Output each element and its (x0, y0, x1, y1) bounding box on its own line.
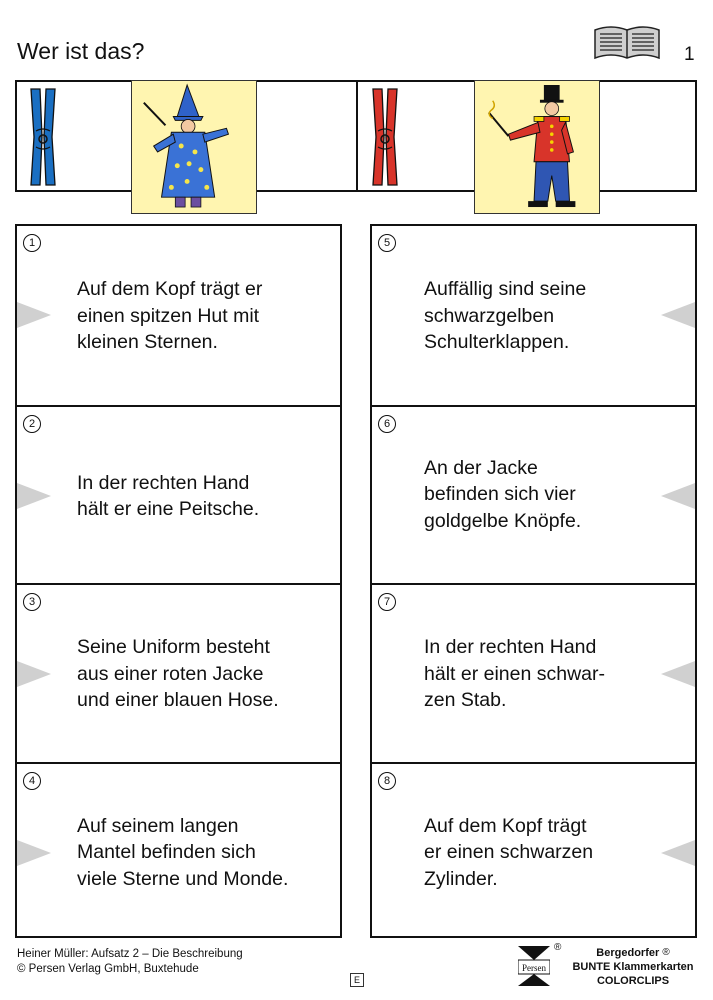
card-number: 3 (23, 593, 41, 611)
card-column-right (370, 224, 697, 938)
text-card-5[interactable] (372, 226, 695, 405)
card-text: In der rechten Hand hält er eine Peitsche. (77, 471, 260, 520)
page-number: 1 (684, 44, 695, 65)
text-card-6[interactable] (372, 405, 695, 584)
text-card-8[interactable] (372, 762, 695, 941)
card-text: An der Jacke befinden sich vier goldgelbe Knöpfe. (424, 456, 582, 532)
text-card-1[interactable] (17, 226, 340, 405)
card-text: Auf dem Kopf trägt er einen spitzen Hut mit kleinen Sternen. (77, 278, 263, 353)
left-arrow-marker-icon (17, 483, 51, 509)
card-column-left (15, 224, 342, 938)
page-title: Wer ist das? (17, 38, 145, 64)
registered-mark: ® (662, 947, 670, 958)
series-subtitle: COLORCLIPS (596, 975, 670, 987)
text-card-2[interactable] (17, 405, 340, 584)
text-card-7[interactable] (372, 583, 695, 762)
card-number: 1 (23, 234, 41, 252)
open-book-icon (591, 22, 663, 62)
footer-credits (17, 947, 243, 977)
card-text: Auf dem Kopf trägt er einen schwarzen Zylinder. (424, 814, 594, 890)
card-number: 2 (23, 415, 41, 433)
card-text: Auf seinem langen Mantel befinden sich viele Sterne und Monde. (77, 814, 289, 890)
card-text: Seine Uniform besteht aus einer roten Jacke und einer blauen Hose. (77, 636, 279, 711)
persen-logo-icon (518, 946, 550, 986)
left-arrow-marker-icon (17, 661, 51, 687)
red-clothespin-icon[interactable] (370, 87, 400, 187)
text-card-4[interactable] (17, 762, 340, 941)
logo-text: Persen (522, 963, 546, 973)
wizard-picture (131, 80, 257, 214)
registered-mark: ® (554, 942, 562, 953)
left-arrow-marker-icon (17, 840, 51, 866)
card-text: Auffällig sind seine schwarzgelben Schulterklappen. (424, 278, 587, 353)
edition-code: E (350, 973, 364, 987)
footer-copyright-line: © Persen Verlag GmbH, Buxtehude (17, 963, 199, 975)
left-arrow-marker-icon (17, 302, 51, 328)
ringmaster-picture (474, 80, 600, 214)
card-number: 8 (378, 772, 396, 790)
publisher-block (567, 946, 699, 988)
series-name: BUNTE Klammerkarten (572, 961, 694, 973)
card-number: 7 (378, 593, 396, 611)
card-number: 6 (378, 415, 396, 433)
publisher-name: Bergedorfer (596, 947, 660, 959)
blue-clothespin-icon[interactable] (28, 87, 58, 187)
card-text: In der rechten Hand hält er einen schwar- zen Stab. (424, 636, 606, 711)
footer-author-line: Heiner Müller: Aufsatz 2 – Die Beschreibung (17, 948, 243, 960)
text-card-3[interactable] (17, 583, 340, 762)
card-number: 4 (23, 772, 41, 790)
card-number: 5 (378, 234, 396, 252)
